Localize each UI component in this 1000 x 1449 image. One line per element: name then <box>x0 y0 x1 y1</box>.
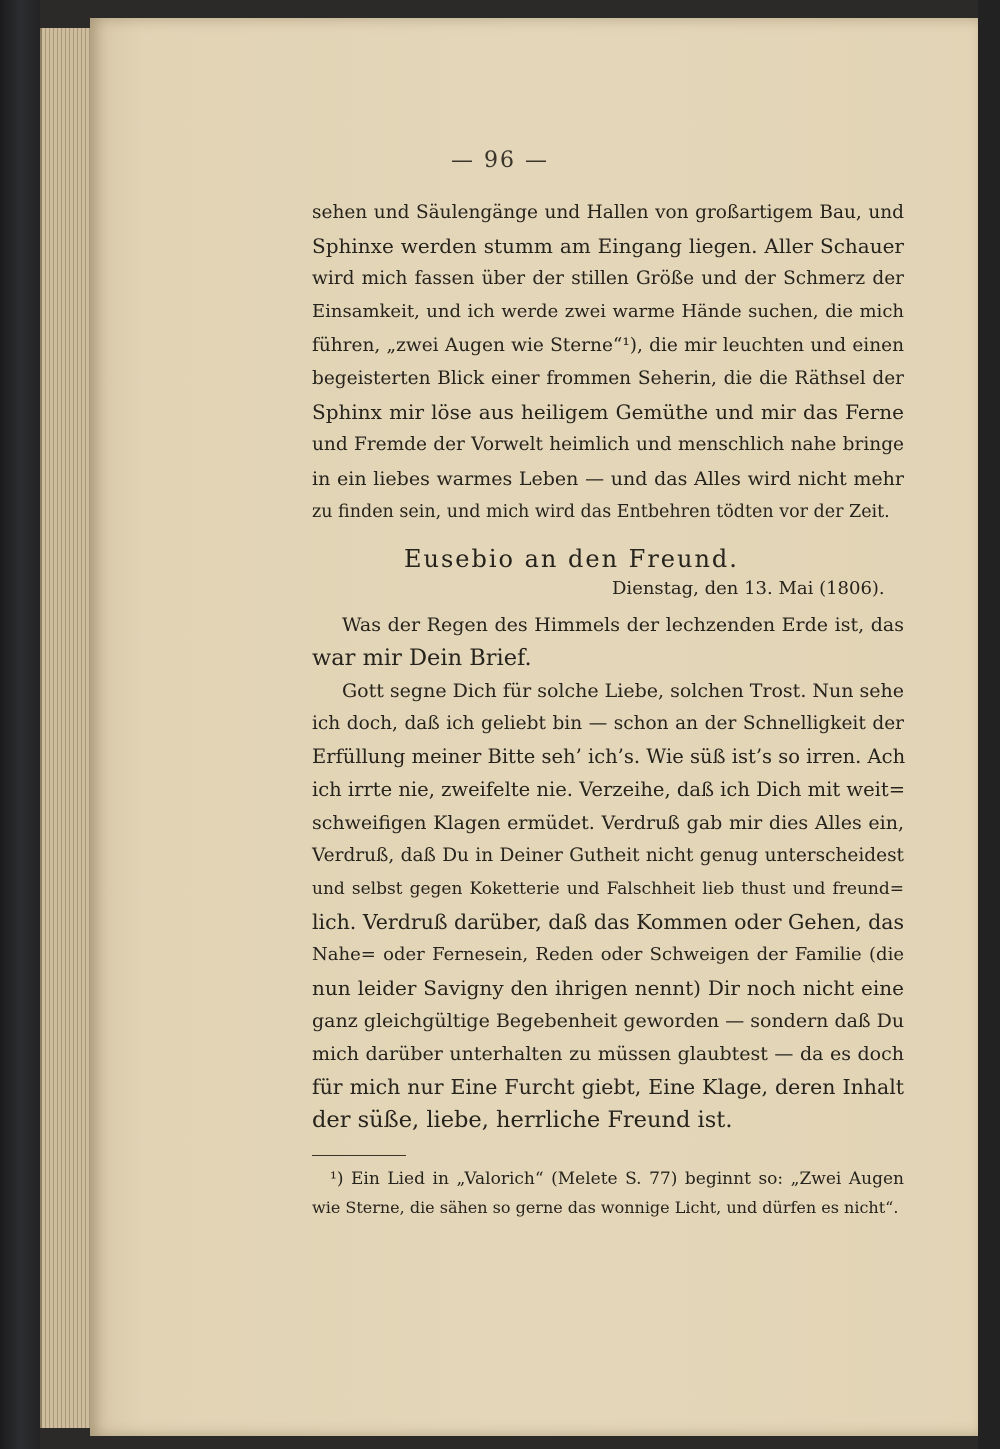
text-line: Nahe= oder Fernesein, Reden oder Schweigen der Familie (die <box>312 944 904 965</box>
text-line: schweifigen Klagen ermüdet. Verdruß gab mir dies Alles ein, <box>312 812 904 834</box>
text-line: und selbst gegen Koketterie und Falschheit lieb thust und freund= <box>312 879 904 899</box>
text-line: zu finden sein, und mich wird das Entbehren tödten vor der Zeit. <box>312 502 890 522</box>
text-line: ganz gleichgültige Begebenheit geworden — sondern daß Du <box>312 1010 905 1032</box>
page-number: — 96 — <box>451 148 549 173</box>
text-line: lich. Verdruß darüber, daß das Kommen oder Gehen, das <box>312 910 904 934</box>
footnote-rule <box>312 1155 406 1156</box>
text-line: ich irrte nie, zweifelte nie. Verzeihe, daß ich Dich mit weit= <box>312 778 906 801</box>
letter-dateline: Dienstag, den 13. Mai (1806). <box>612 578 885 599</box>
text-line: mich darüber unterhalten zu müssen glaubtest — da es doch <box>312 1043 904 1065</box>
text-line: Gott segne Dich für solche Liebe, solchen Trost. Nun sehe <box>342 680 905 702</box>
text-line: sehen und Säulengänge und Hallen von großartigem Bau, und <box>312 202 904 223</box>
text-line: nun leider Savigny den ihrigen nennt) Dir noch nicht eine <box>312 976 904 1000</box>
letter-heading: Eusebio an den Freund. <box>404 545 739 573</box>
text-line: und Fremde der Vorwelt heimlich und menschlich nahe bringe <box>312 434 904 455</box>
text-line: war mir Dein Brief. <box>312 645 532 671</box>
page-edges <box>40 28 94 1428</box>
footnote-line: ¹) Ein Lied in „Valorich“ (Melete S. 77) beginnt so: „Zwei Augen <box>330 1169 904 1189</box>
book-cover-left <box>0 0 40 1449</box>
text-line: Was der Regen des Himmels der lechzenden Erde ist, das <box>342 614 904 636</box>
text-line: der süße, liebe, herrliche Freund ist. <box>312 1107 733 1133</box>
text-line: wird mich fassen über der stillen Größe und der Schmerz der <box>312 268 904 289</box>
text-line: Sphinxe werden stumm am Eingang liegen. Aller Schauer <box>312 234 904 258</box>
text-line: Verdruß, daß Du in Deiner Gutheit nicht genug unterscheidest <box>312 845 904 866</box>
footnote-line: wie Sterne, die sähen so gerne das wonnige Licht, und dürfen es nicht“. <box>312 1198 899 1217</box>
text-line: Sphinx mir löse aus heiligem Gemüthe und mir das Ferne <box>312 400 904 424</box>
text-line: ich doch, daß ich geliebt bin — schon an der Schnelligkeit der <box>312 713 904 734</box>
text-line: Erfüllung meiner Bitte seh’ ich’s. Wie süß ist’s so irren. Ach <box>312 745 906 768</box>
text-line: führen, „zwei Augen wie Sterne“¹), die mir leuchten und einen <box>312 335 904 356</box>
text-line: begeisterten Blick einer frommen Seherin, die die Räthsel der <box>312 368 904 389</box>
text-line: in ein liebes warmes Leben — und das Alles wird nicht mehr <box>312 468 904 490</box>
text-line: Einsamkeit, und ich werde zwei warme Hände suchen, die mich <box>312 301 904 322</box>
book-cover-right <box>978 0 1000 1449</box>
text-line: für mich nur Eine Furcht giebt, Eine Klage, deren Inhalt <box>312 1075 904 1099</box>
